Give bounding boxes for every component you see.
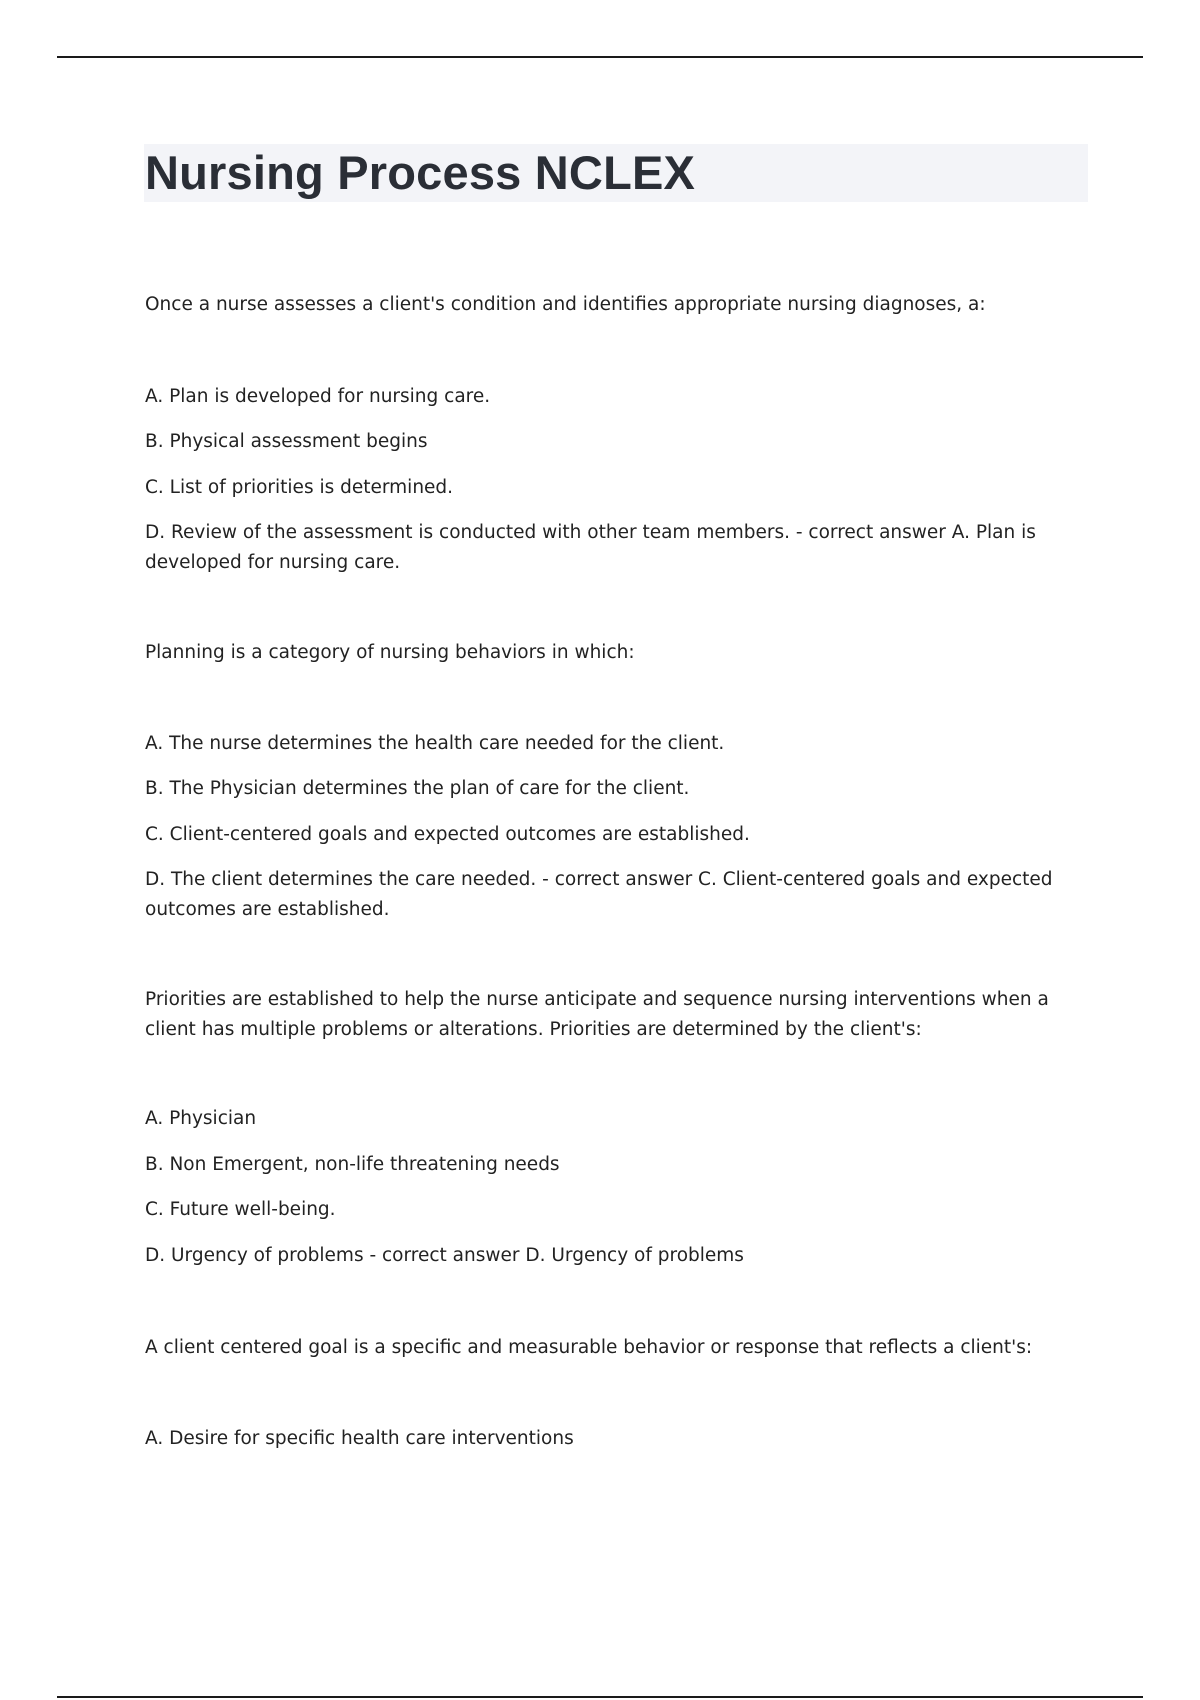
question-4-prompt: A client centered goal is a specific and measurable behavior or response that reflects a client's:: [145, 1337, 1033, 1358]
question-4-option-a: A. Desire for specific health care interventions: [145, 1428, 574, 1449]
question-2-option-a: A. The nurse determines the health care needed for the client.: [145, 733, 725, 754]
question-1-option-a: A. Plan is developed for nursing care.: [145, 386, 491, 407]
question-2-prompt: Planning is a category of nursing behaviors in which:: [145, 642, 635, 663]
question-2-option-b: B. The Physician determines the plan of care for the client.: [145, 778, 690, 799]
question-1-option-b: B. Physical assessment begins: [145, 431, 428, 452]
question-1-option-c: C. List of priorities is determined.: [145, 477, 454, 498]
question-3-option-b: B. Non Emergent, non-life threatening needs: [145, 1154, 560, 1175]
document-title: Nursing Process NCLEX: [145, 146, 696, 199]
question-3-option-c: C. Future well-being.: [145, 1199, 336, 1220]
question-2-option-c: C. Client-centered goals and expected outcomes are established.: [145, 824, 750, 845]
question-1-prompt: Once a nurse assesses a client's condition and identifies appropriate nursing diagnoses, a:: [145, 294, 986, 315]
question-2-option-d-answer: D. The client determines the care needed. - correct answer C. Client-centered goals and expected outcomes are established.: [145, 869, 1053, 920]
question-3-prompt: Priorities are established to help the nurse anticipate and sequence nursing interventions when a client has multiple problems or alterations. Priorities are determined by the client's:: [145, 989, 1049, 1040]
bottom-rule: [57, 1696, 1143, 1698]
question-1-option-d-answer: D. Review of the assessment is conducted with other team members. - correct answer A. Plan is developed for nursing care.: [145, 522, 1036, 573]
question-3-option-d-answer: D. Urgency of problems - correct answer D. Urgency of problems: [145, 1245, 744, 1266]
question-3-option-a: A. Physician: [145, 1108, 257, 1129]
top-rule: [57, 56, 1143, 58]
